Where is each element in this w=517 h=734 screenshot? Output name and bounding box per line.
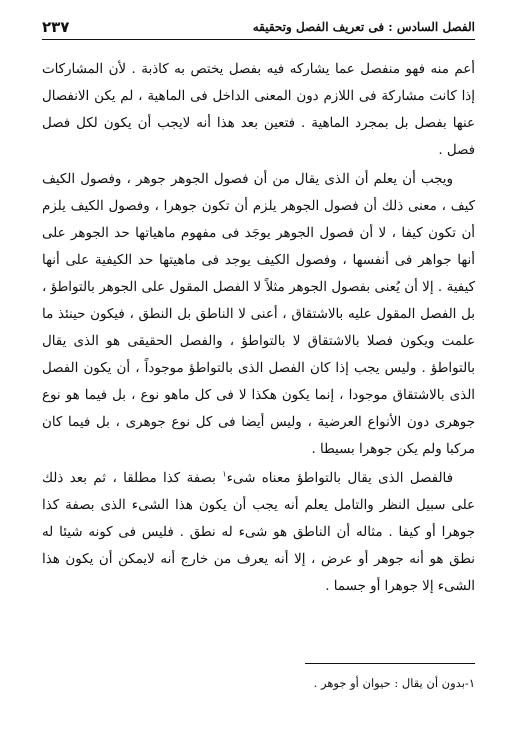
footnote: ١-بدون أن يقال : حيوان أو جوهر . (313, 676, 475, 690)
header-rule (42, 39, 475, 40)
paragraph-3-start: فالفصل الذى يقال بالتواطؤ معناه شىء (226, 471, 454, 486)
paragraph-3-rest: بصفة كذا مطلقا ، ثم بعد ذلك على سبيل النظر والتامل يعلم أنه يجب أن يكون هذا الشىء الذى بصفة كذا جوهرا أو كيفا . مثاله أن الناطق هو شىء له نطق . فليس فى كونه شيئا له نطق هو أنه جوهر أو عرض ، إلا أنه يعرف من خارج أنه لايمكن أن يكون هذا الشىء إلا جوهرا أو جسما . (42, 471, 475, 594)
running-title: الفصل السادس : فى تعريف الفصل وتحقيقه (252, 20, 475, 34)
paragraph-3 (42, 465, 475, 600)
body-text (42, 56, 475, 600)
paragraph-1: أعم منه فهو منفصل عما يشاركه فيه بفصل يختص به كاذبة . لأن المشاركات إذا كانت مشاركة فى اللازم دون المعنى الداخل فى الماهية ، لم يكن الانفصال عنها بفصل بل بمجرد الماهية . فتعين بعد هذا أنه لايجب أن يكون لكل فصل فصل . (42, 62, 475, 158)
running-header (42, 16, 475, 38)
page-number: ٢٣٧ (42, 18, 70, 36)
footnote-rule (305, 663, 475, 664)
paragraph-2: ويجب أن يعلم أن الذى يقال من أن فصول الجوهر جوهر ، وفصول الكيف كيف ، معنى ذلك أن فصول الجوهر يلزم أن تكون جوهرا ، وفصول الكيف يلزم أن تكون كيفا ، لا أن فصول الجوهر يوجَد فى مفهوم ماهياتها حد الجوهر على أنها جواهر فى أنفسها ، وفصول الكيف يوجد فى ماهيتها حد الكيفية على أنها كيفية . إلا أن يُعنى بفصول الجوهر مثلاً لا الفصل المقول على الجوهر بالتواطؤ ، بل الفصل المقول عليه بالاشتقاق ، أعنى لا الناطق بل النطق ، فيكون حينئذ ما علمت ويكون فصلا بالاشتقاق لا بالتواطؤ ، والفصل الحقيقى هو الذى يقال بالتواطؤ . وليس يجب إذا كان الفصل الذى بالتواطؤ موجوداً ، أن يكون الفصل الذى بالاشتقاق موجودا ، إنما يكون هكذا لا فى كل ماهو نوع ، بل فيما هو نوع جوهرى دون الأنواع العرضية ، وليس أيضا فى كل نوع جوهرى ، بل فيما كان مركبا ولم يكن جوهرا بسيطا . (42, 172, 475, 457)
footnote-marker: ١ (222, 469, 227, 479)
